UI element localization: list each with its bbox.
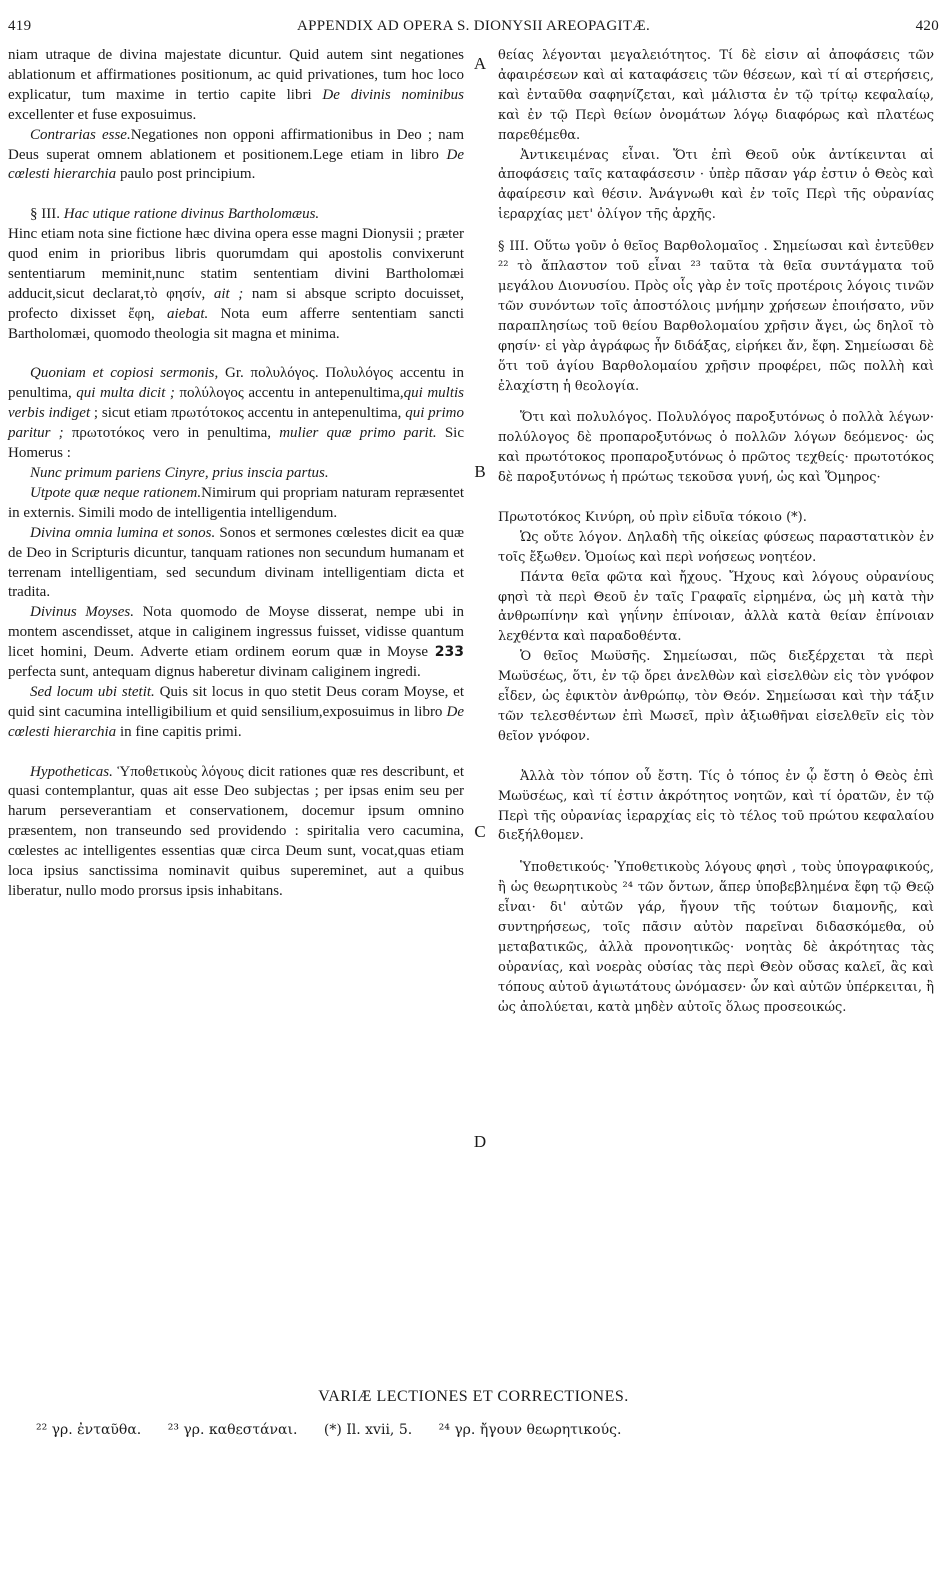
latin-paragraph: Quoniam et copiosi sermonis, Gr. πολυλόγος. Πολυλόγος accentu in penultima, qui multa dicit ; πολύλογος accentu in antepenultima,qui multis verbis indiget ; sicut etiam πρωτότοκος accentu in antepenultima, qui primo paritur ; πρωτοτόκος vero in penultima, mulier quæ primo parit. Sic Homerus : bbox=[8, 365, 464, 462]
latin-paragraph: Hinc etiam nota sine fictione hæc divina opera esse magni Dionysii ; præter quod enim in prioribus libris quorumdam qui apostolis convixerunt sententiarum meminit,nunc statim sententiam divini Bartholomæi adducit,sicut declarat,τὸ φησίν, ait ; nam si absque scripto docuisset, profecto dixisset ἔφη, aiebat. Nota eum afferre sententiam sancti Bartholomæi, quomodo theologia sit magna et minima. bbox=[8, 226, 464, 342]
margin-letter-b: B bbox=[474, 462, 486, 481]
margin-letter-c: C bbox=[474, 822, 486, 841]
greek-paragraph: § ΙΙΙ. Οὕτω γοῦν ὁ θεῖος Βαρθολομαῖος . Σημείωσαι καὶ ἐντεῦθεν ²² τὸ ἄπλαστον τοῦ εἶναι ²³ ταῦτα τὰ θεῖα συντάγματα τοῦ μεγάλου Διονυσίου. Πρὸς οἷς γὰρ ἐν τοῖς προτέροις λόγοις τινῶν τῶν συνόντων τοῖς ἀποστόλοις μνήμην χρήσεων ἐποιήσατο, νῦν παραπλησίως τοῦ θείου Βαρθολομαίου χρῆσιν ἄγει, ὡς δηλοῖ τὸ φησίν· εἰ γὰρ ἀγράφως ἦν διδάξας, εἰρήκει ἄν, ἔφη. Σημείωσαι δὲ ὅτι τοῦ ἁγίου Βαρθολομαίου χρῆσιν προφέρει, πῶς πολλὴ καὶ ἐλαχίστη ἡ θεολογία. bbox=[498, 239, 934, 394]
variant-note: ²² γρ. ἐνταῦθα. bbox=[36, 1422, 142, 1438]
variae-lectiones-title: VARIÆ LECTIONES ET CORRECTIONES. bbox=[318, 1388, 629, 1405]
page-marker-number: 233 bbox=[434, 644, 464, 661]
greek-paragraph: Ὅτι καὶ πολυλόγος. Πολυλόγος παροξυτόνως ὁ πολλὰ λέγων· πολύλογος δὲ προπαροξυτόνως ὁ πολλῶν λόγων δεόμενος· ὡς καὶ πρωτότοκος προπαροξυτόνως ὁ πρῶτος τεχθείς· πρωτοτόκος δὲ παροξυτόνως ἡ πρώτως τεκοῦσα γυνή, ὡς καὶ Ὅμηρος· bbox=[498, 410, 934, 486]
page-number-left: 419 bbox=[8, 18, 32, 34]
latin-paragraph: Hypotheticas. Ὑποθετικοὺς λόγους dicit rationes quæ res describunt, et quasi contemplantur, quas ait esse Deo subjectas ; per ipsas enim seu per harum perseverantiam et conservationem, docemur ipsum omnino præsentem, non transeundo sed providendo : spiritalia vero cacumina, cœlestes ac intelligentes essentias quæ circa Deum sunt, vocat,quas etiam loca ipsius sanctissima nominavit quibus supereminet, aut a quibus liberatur, nullo modo prorsus ipsis inhabitans. bbox=[8, 763, 464, 900]
greek-paragraph: Ἀλλὰ τὸν τόπον οὗ ἔστη. Τίς ὁ τόπος ἐν ᾧ ἔστη ὁ Θεὸς ἐπὶ Μωϋσέως, καὶ τί ἐστιν ἀκρότητος νοητῶν, καὶ τί ὁρατῶν, ἐν τῷ Περὶ τῆς οὐρανίας ἱεραρχίας εἰς τὸ τέλος τοῦ πρώτου κεφαλαίου διεξήλθομεν. bbox=[498, 768, 934, 844]
greek-paragraph: Ὡς οὔτε λόγον. Δηλαδὴ τῆς οἰκείας φύσεως παραστατικὸν ἐν τοῖς ἔξωθεν. Ὁμοίως καὶ περὶ νοήσεως νοητέον. bbox=[498, 529, 934, 565]
variant-note: (*) Il. xvii, 5. bbox=[323, 1422, 413, 1438]
latin-paragraph: Utpote quæ neque rationem.Nimirum qui propriam naturam repræsentet in externis. Simili modo de intelligentia intelligendum. bbox=[8, 484, 465, 521]
latin-paragraph: Divina omnia lumina et sonos. Sonos et sermones cœlestes dicit ea quæ de Deo in Scripturis dicuntur, tanquam rationes non secundum humanam et terrenam intelligentiam, sed secundum divinam intelligentiam dicta et tradita. bbox=[8, 524, 464, 601]
page-header bbox=[0, 14, 947, 40]
greek-paragraph: Πάντα θεῖα φῶτα καὶ ἤχους. Ἤχους καὶ λόγους οὐρανίους φησὶ τὰ περὶ Θεοῦ ἐν ταῖς Γραφαῖς εἰρημένα, ὡς μὴ κατὰ τὴν ἀνθρωπίνην καὶ γηΐνην ἐπίνοιαν, ἀλλὰ κατὰ θείαν ἐπίνοιαν λεχθέντα καὶ παραδοθέντα. bbox=[498, 569, 934, 645]
margin-letter-a: A bbox=[473, 54, 487, 73]
latin-paragraph: Contrarias esse.Negationes non opponi affirmationibus in Deo ; nam Deus superat omnem ablationem et positionem.Lege etiam in libro De cœlesti hierarchia paulo post principium. bbox=[8, 126, 464, 183]
latin-verse: Nunc primum pariens Cinyre, prius inscia partus. bbox=[30, 465, 329, 481]
latin-paragraph: Sed locum ubi stetit. Quis sit locus in quo stetit Deus coram Moyse, et quid sint cacumina intelligibilium et quid sensilium,exposuimus in libro De cœlesti hierarchia in fine capitis primi. bbox=[8, 683, 464, 740]
running-title: APPENDIX AD OPERA S. DIONYSII AREOPAGITÆ. bbox=[296, 18, 651, 34]
variae-notes bbox=[36, 1422, 926, 1438]
variant-note: ²³ γρ. καθεστάναι. bbox=[167, 1422, 298, 1438]
greek-paragraph: Ὁ θεῖος Μωϋσῆς. Σημείωσαι, πῶς διεξέρχεται τὰ περὶ Μωϋσέως, ὅτι, ἐν τῷ ὄρει ἀνελθὼν καὶ εἰσελθὼν εἰς τὸν γνόφον εἶδεν, ὡς ἐφικτὸν ἀνθρώπῳ, τὸν Θεόν. Σημείωσαι καὶ τὴν τάξιν τῶν τελεσθέντων ἐπὶ Μωσεῖ, πρὶν ἀξιωθῆναι εἰσελθεῖν εἰς τὸν θεῖον γνόφον. bbox=[498, 649, 934, 744]
latin-section-heading: § III. Hac utique ratione divinus Bartholomæus. bbox=[30, 206, 320, 223]
greek-column bbox=[498, 46, 934, 1018]
greek-paragraph: θείας λέγονται μεγαλειότητος. Τί δὲ εἰσιν αἱ ἀποφάσεις τῶν ἀφαιρέσεων καὶ αἱ καταφάσεις τῶν θέσεων, καὶ τί αἱ στερήσεις, καὶ ἐνταῦθα σαφηνίζεται, καὶ μάλιστα ἐν τῷ τρίτῳ κεφαλαίῳ, καὶ ἐν τῷ Περὶ θείων ὀνομάτων λόγῳ διαφόρως καὶ πλατέως παρεθέμεθα. bbox=[498, 48, 934, 143]
variant-note: ²⁴ γρ. ἤγουν θεωρητικούς. bbox=[438, 1422, 622, 1438]
latin-column bbox=[8, 46, 464, 902]
greek-paragraph: Ὑποθετικούς· Ὑποθετικοὺς λόγους φησὶ , τοὺς ὑπογραφικούς, ἢ ὡς θεωρητικοὺς ²⁴ τῶν ὄντων, ἅπερ ὑποβεβλημένα ἔφη τῷ Θεῷ εἶναι· δι' αὐτῶν γάρ, ἤγουν τῆς τούτων διαμονῆς, καὶ συντηρήσεως, τοῖς πᾶσιν αὐτὸν παρεῖναι διδασκόμεθα, οὐ μεταβατικῶς, ἀλλὰ προνοητικῶς· νοητὰς δὲ ἀκρότητας τὰς οὐρανίας, καὶ νοερὰς οὐσίας τὰς περὶ Θεὸν οὔσας καλεῖ, ἃς καὶ τόπους αὐτοῦ ἁγιωτάτους ὠνόμασεν· ὧν καὶ αὐτῶν ὑπέρκειται, ἢ ὡς ἀπολύεται, κατὰ μηδὲν αὐτοῖς ὅλως προσεοικώς. bbox=[498, 860, 934, 1015]
greek-paragraph: Ἀντικειμένας εἶναι. Ὅτι ἐπὶ Θεοῦ οὐκ ἀντίκεινται αἱ ἀποφάσεις ταῖς καταφάσεσιν · ὑπὲρ πᾶσαν γάρ ἐστιν ὁ Θεὸς καὶ ἀφαίρεσιν καὶ θέσιν. Ἀνάγνωθι καὶ ἐν τοῖς Περὶ τῆς οὐρανίας ἱεραρχίας μετ' ὀλίγον τῆς ἀρχῆς. bbox=[498, 147, 934, 223]
greek-verse: Πρωτοτόκος Κινύρη, οὐ πρὶν εἰδυῖα τόκοιο (*). bbox=[498, 509, 807, 525]
latin-paragraph: Divinus Moyses. Nota quomodo de Moyse disserat, nempe ubi in montem ascendisset, atque in caliginem ingressus fuisset, vidisse quantum licet homini, Deum. Adverte etiam ordinem eorum quæ in Moyse 233 perfecta sunt, antequam dignus haberetur divinam caliginem ingredi. bbox=[8, 604, 464, 681]
latin-paragraph: niam utraque de divina majestate dicuntur. Quid autem sint negationes ablationum et affirmationes positionum, ac quid privationes, tum hoc loco explicatur, tum maxime in tertio capite libri De divinis nominibus excellenter et fuse exposuimus. bbox=[8, 47, 464, 123]
page-number-right: 420 bbox=[915, 18, 939, 34]
margin-letter-d: D bbox=[473, 1132, 487, 1151]
